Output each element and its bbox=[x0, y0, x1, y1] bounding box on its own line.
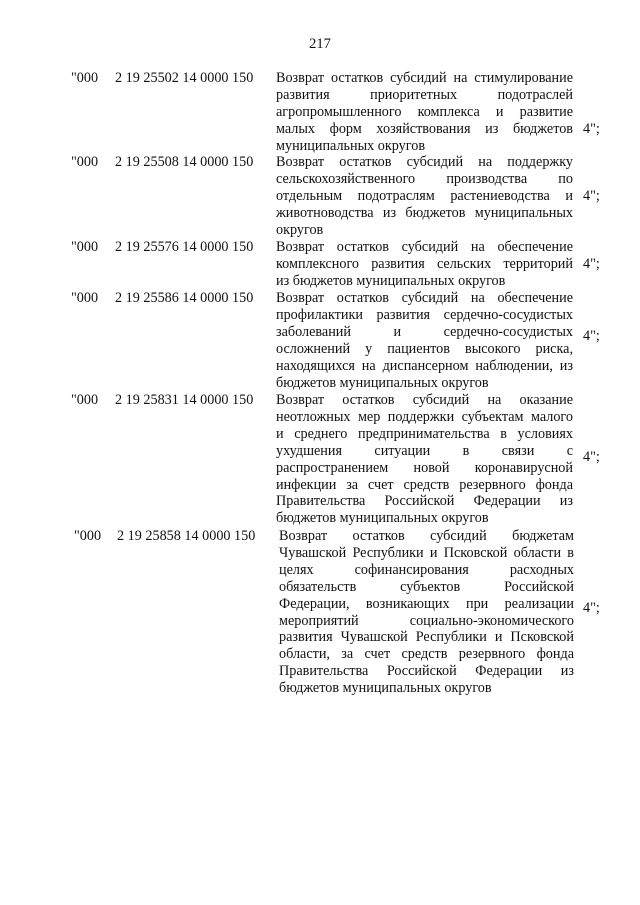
admin-code: "000 bbox=[71, 392, 99, 408]
description-line: животноводства из бюджетов муниципальных bbox=[276, 204, 573, 221]
row-description bbox=[276, 392, 573, 527]
description-line: муниципальных округов bbox=[276, 137, 426, 154]
description-line: Федерации, возникающих при реализации bbox=[279, 595, 574, 612]
description-line: Возврат остатков субсидий на оказание bbox=[276, 392, 573, 408]
description-line: инфекции за счет средств резервного фонда bbox=[276, 476, 573, 493]
description-line: малых форм хозяйствования из бюджетов bbox=[276, 120, 573, 137]
description-line: Правительства Российской Федерации из bbox=[279, 663, 574, 680]
description-line: агропромышленного комплекса и развитие bbox=[276, 103, 573, 120]
row-suffix: 4"; bbox=[583, 188, 600, 204]
description-line: сельскохозяйственного производства по bbox=[276, 170, 573, 187]
description-line: Чувашской Республики и Псковской области в bbox=[279, 544, 574, 561]
budget-classification-code: 2 19 25508 14 0000 150 bbox=[115, 154, 254, 170]
row-suffix: 4"; bbox=[583, 600, 600, 616]
description-line: бюджетов муниципальных округов bbox=[276, 510, 489, 527]
page-number: 217 bbox=[309, 36, 331, 52]
description-line: заболеваний и сердечно-сосудистых bbox=[276, 323, 573, 340]
row-suffix: 4"; bbox=[583, 121, 600, 137]
budget-classification-code: 2 19 25586 14 0000 150 bbox=[115, 290, 254, 306]
table-row bbox=[0, 392, 640, 528]
row-description bbox=[276, 290, 573, 391]
admin-code: "000 bbox=[71, 290, 99, 306]
description-line: отдельным подотраслям растениеводства и bbox=[276, 187, 573, 204]
description-line: неотложных мер поддержки субъектам малого bbox=[276, 408, 573, 425]
description-line: округов bbox=[276, 221, 324, 238]
description-line: развития приоритетных подотраслей bbox=[276, 86, 573, 103]
table-row bbox=[0, 290, 640, 392]
description-line: Возврат остатков субсидий на обеспечение bbox=[276, 290, 573, 306]
description-line: распространением новой коронавирусной bbox=[276, 459, 573, 476]
description-line: мероприятий социально-экономического bbox=[279, 612, 574, 629]
budget-classification-code: 2 19 25831 14 0000 150 bbox=[115, 392, 254, 408]
budget-classification-code: 2 19 25502 14 0000 150 bbox=[115, 70, 254, 86]
description-line: комплексного развития сельских территорий bbox=[276, 255, 573, 272]
table-row bbox=[0, 70, 640, 154]
table-row bbox=[0, 239, 640, 290]
row-description bbox=[276, 70, 573, 155]
description-line: развития Чувашской Республики и Псковской bbox=[279, 629, 574, 646]
description-line: Возврат остатков субсидий на обеспечение bbox=[276, 239, 573, 255]
description-line: бюджетов муниципальных округов bbox=[276, 374, 489, 391]
kbk-table bbox=[0, 70, 640, 708]
table-row bbox=[0, 154, 640, 239]
row-suffix: 4"; bbox=[583, 256, 600, 272]
row-suffix: 4"; bbox=[583, 449, 600, 465]
description-line: обязательств субъектов Российской bbox=[279, 578, 574, 595]
row-description bbox=[276, 239, 573, 290]
table-row bbox=[0, 528, 640, 708]
row-description bbox=[276, 154, 573, 239]
description-line: и среднего предпринимательства в условиях bbox=[276, 425, 573, 442]
description-line: Правительства Российской Федерации из bbox=[276, 493, 573, 510]
description-line: Возврат остатков субсидий на поддержку bbox=[276, 154, 573, 170]
description-line: ухудшения ситуации в связи с bbox=[276, 442, 573, 459]
description-line: находящихся на диспансерном наблюдении, из bbox=[276, 357, 573, 374]
description-line: осложнений у пациентов высокого риска, bbox=[276, 340, 573, 357]
description-line: целях софинансирования расходных bbox=[279, 561, 574, 578]
description-line: бюджетов муниципальных округов bbox=[279, 680, 492, 697]
admin-code: "000 bbox=[71, 70, 99, 86]
admin-code: "000 bbox=[71, 154, 99, 170]
row-suffix: 4"; bbox=[583, 328, 600, 344]
admin-code: "000 bbox=[71, 239, 99, 255]
description-line: Возврат остатков субсидий бюджетам bbox=[279, 528, 574, 544]
description-line: Возврат остатков субсидий на стимулирование bbox=[276, 70, 573, 86]
description-line: области, за счет средств резервного фонда bbox=[279, 646, 574, 663]
budget-classification-code: 2 19 25576 14 0000 150 bbox=[115, 239, 254, 255]
row-description bbox=[279, 528, 574, 697]
budget-classification-code: 2 19 25858 14 0000 150 bbox=[117, 528, 256, 544]
admin-code: "000 bbox=[74, 528, 102, 544]
description-line: профилактики развития сердечно-сосудистых bbox=[276, 306, 573, 323]
description-line: из бюджетов муниципальных округов bbox=[276, 272, 506, 289]
